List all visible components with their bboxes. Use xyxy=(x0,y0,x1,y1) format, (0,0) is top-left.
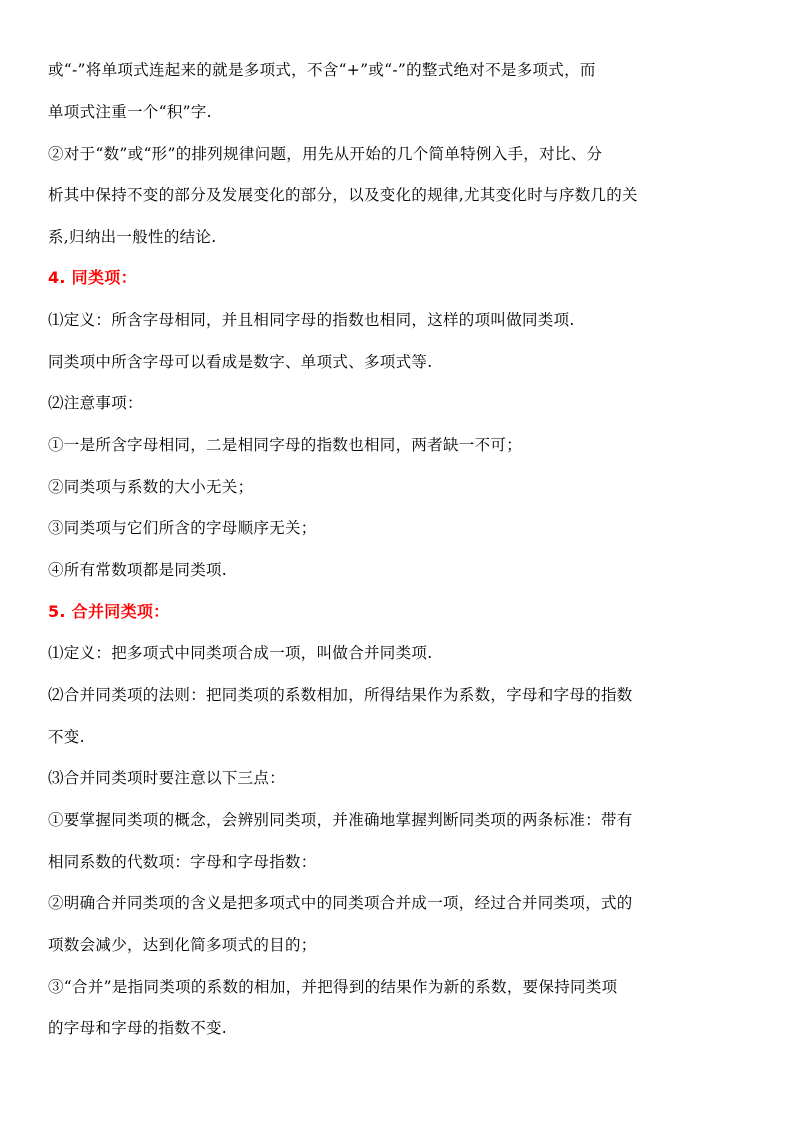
section5-rule-line-1: ⑵合并同类项的法则：把同类项的系数相加，所得结果作为系数，字母和字母的指数 xyxy=(48,686,633,704)
section5-point-2-line-2: 项数会减少，达到化简多项式的目的； xyxy=(48,936,317,954)
section4-heading: 4. 同类项： xyxy=(48,268,137,287)
intro-line-4: 析其中保持不变的部分及发展变化的部分，以及变化的规律,尤其变化时与序数几的关 xyxy=(48,186,638,204)
section5-point-1-line-2: 相同系数的代数项：字母和字母指数： xyxy=(48,853,317,871)
section5-heading: 5. 合并同类项： xyxy=(48,602,170,621)
section5-point-3-line-2: 的字母和字母的指数不变. xyxy=(48,1019,228,1037)
section4-attention: ⑵注意事项： xyxy=(48,394,143,412)
section4-definition: ⑴定义：所含字母相同，并且相同字母的指数也相同，这样的项叫做同类项. xyxy=(48,311,575,329)
section4-note: 同类项中所含字母可以看成是数字、单项式、多项式等. xyxy=(48,353,433,371)
intro-line-2: 单项式注重一个“积”字. xyxy=(48,103,212,121)
section5-definition: ⑴定义：把多项式中同类项合成一项，叫做合并同类项. xyxy=(48,644,433,662)
section4-item-3: ③同类项与它们所含的字母顺序无关； xyxy=(48,519,317,537)
section5-point-3-line-1: ③“合并”是指同类项的系数的相加，并把得到的结果作为新的系数，要保持同类项 xyxy=(48,978,618,996)
section4-item-4: ④所有常数项都是同类项. xyxy=(48,561,228,579)
section5-point-2-line-1: ②明确合并同类项的含义是把多项式中的同类项合并成一项，经过合并同类项，式的 xyxy=(48,894,633,912)
section5-rule-line-2: 不变. xyxy=(48,728,85,746)
intro-line-1: 或“-”将单项式连起来的就是多项式，不含“+”或“-”的整式绝对不是多项式，而 xyxy=(48,61,596,79)
section5-point-1-line-1: ①要掌握同类项的概念，会辨别同类项，并准确地掌握判断同类项的两条标准：带有 xyxy=(48,811,633,829)
section4-item-1: ①一是所含字母相同，二是相同字母的指数也相同，两者缺一不可； xyxy=(48,436,523,454)
section5-points: ⑶合并同类项时要注意以下三点： xyxy=(48,769,286,787)
intro-line-5: 系,归纳出一般性的结论. xyxy=(48,228,217,246)
intro-line-3: ②对于“数”或“形”的排列规律问题，用先从开始的几个简单特例入手，对比、分 xyxy=(48,145,603,163)
section4-item-2: ②同类项与系数的大小无关； xyxy=(48,478,254,496)
